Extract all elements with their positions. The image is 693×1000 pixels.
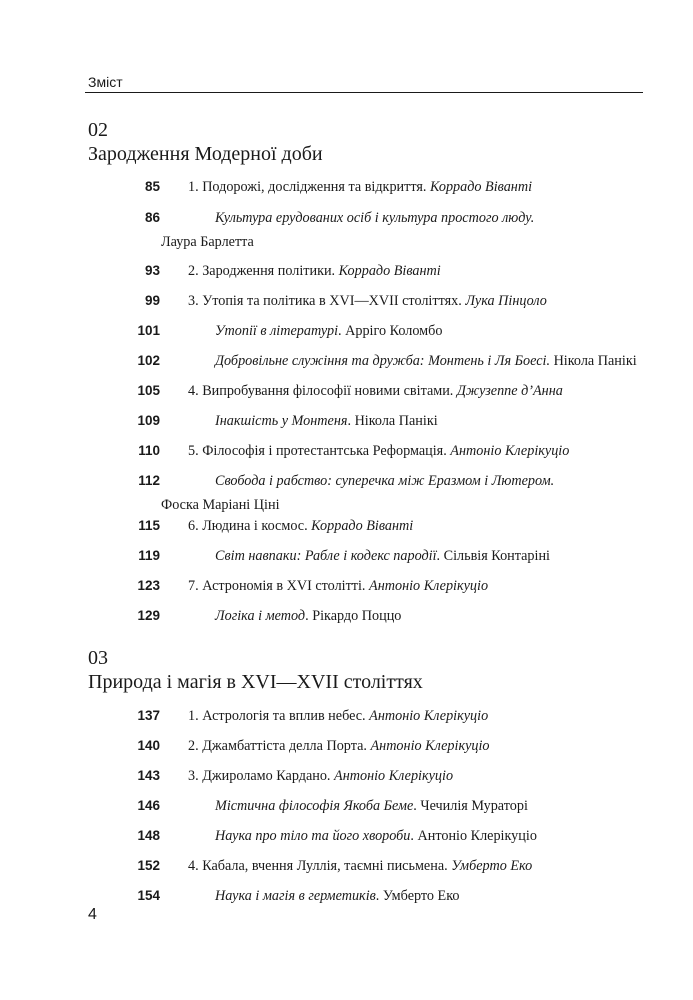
entry-prefix: 1. Подорожі, дослідження та відкриття. (188, 179, 430, 195)
entry-italic: Лука Пінцоло (465, 293, 547, 309)
page-number: 146 (137, 798, 160, 813)
section-number: 02 (88, 119, 108, 141)
entry-italic: Наука про тіло та його хвороби (215, 828, 411, 844)
page-number: 137 (137, 708, 160, 723)
entry-prefix: 3. Утопія та політика в XVI—XVII століттях. (188, 293, 466, 309)
page-folio: 4 (88, 906, 97, 923)
entry-suffix: . Чечилія Мураторі (413, 798, 528, 814)
page-number: 86 (144, 210, 160, 225)
entry-suffix: Фоска Маріані Ціні (161, 497, 280, 513)
page-number: 148 (137, 828, 160, 843)
entry-text (188, 604, 658, 628)
page-number: 101 (137, 323, 160, 338)
entry-italic: Джузеппе д’Анна (456, 383, 563, 399)
running-head: Зміст (88, 74, 123, 90)
entry-text (188, 764, 658, 788)
entry-suffix: . Сільвія Контаріні (436, 548, 550, 564)
page-number: 110 (138, 443, 160, 458)
entry-text (188, 349, 658, 373)
section-number: 03 (88, 647, 108, 669)
entry-italic: Світ навпаки: Рабле і кодекс пародії (215, 548, 437, 564)
entry-italic: Антоніо Клерікуціо (369, 578, 489, 594)
entry-italic: Антоніо Клерікуціо (369, 708, 489, 724)
page-number: 154 (137, 888, 160, 903)
entry-prefix: 7. Астрономія в XVI столітті. (188, 578, 370, 594)
entry-text (188, 824, 658, 848)
entry-italic: Свобода і рабство: суперечка між Еразмом і Лютером. (215, 473, 555, 489)
entry-text (188, 319, 658, 343)
entry-text (188, 439, 658, 463)
entry-prefix: 2. Джамбаттіста делла Порта. (188, 738, 371, 754)
entry-italic: Коррадо Віванті (429, 179, 533, 195)
entry-text (161, 469, 658, 517)
entry-suffix: Лаура Барлетта (161, 234, 254, 250)
page-number: 115 (138, 518, 160, 533)
entry-prefix: 4. Випробування філософії новими світами. (188, 383, 457, 399)
page-number: 119 (138, 548, 160, 563)
page-number: 102 (137, 353, 160, 368)
entry-italic: Містична філософія Якоба Беме (215, 798, 414, 814)
entry-italic: Добровільне служіння та дружба: Монтень і Ля Боесі. (215, 353, 551, 369)
entry-text (188, 854, 658, 878)
page-number: 105 (137, 383, 160, 398)
entry-suffix: . Антоніо Клерікуціо (410, 828, 537, 844)
entry-text (188, 544, 658, 568)
entry-text (188, 514, 658, 538)
entry-suffix: . Арріго Коломбо (338, 323, 443, 339)
entry-italic: Умберто Еко (451, 858, 533, 874)
entry-suffix: . Рікардо Поццо (305, 608, 402, 624)
entry-prefix: 2. Зародження політики. (188, 263, 339, 279)
entry-text (161, 206, 658, 254)
section-02 (88, 118, 323, 166)
entry-text (188, 289, 658, 313)
entry-text (188, 704, 658, 728)
page-number: 112 (138, 473, 160, 488)
page-number: 143 (137, 768, 160, 783)
page-number: 85 (144, 179, 160, 194)
entry-prefix: 4. Кабала, вчення Луллія, таємні письмена. (188, 858, 452, 874)
entry-italic: Логіка і метод (215, 608, 306, 624)
section-03 (88, 646, 423, 694)
section-title: Природа і магія в XVI—XVII століттях (88, 671, 423, 693)
entry-italic: Утопії в літературі (215, 323, 339, 339)
entry-text (188, 574, 658, 598)
entry-text (188, 175, 658, 199)
entry-italic: Антоніо Клерікуціо (450, 443, 570, 459)
entry-italic: Антоніо Клерікуціо (334, 768, 454, 784)
entry-prefix: 3. Джироламо Кардано. (188, 768, 335, 784)
entry-italic: Антоніо Клерікуціо (370, 738, 490, 754)
entry-suffix: . Умберто Еко (375, 888, 460, 904)
page-number: 93 (144, 263, 160, 278)
header-rule (85, 92, 643, 93)
entry-text (188, 379, 658, 403)
entry-text (188, 409, 658, 433)
entry-italic: Наука і магія в герметиків (215, 888, 376, 904)
entry-italic: Культура ерудованих осіб і культура простого люду. (215, 210, 535, 226)
entry-text (188, 259, 658, 283)
entry-suffix: . Нікола Панікі (347, 413, 438, 429)
entry-text (188, 884, 658, 908)
page-number: 109 (137, 413, 160, 428)
page-number: 99 (144, 293, 160, 308)
section-title: Зародження Модерної доби (88, 143, 323, 165)
page-number: 129 (137, 608, 160, 623)
entry-text (188, 734, 658, 758)
page-number: 123 (137, 578, 160, 593)
entry-prefix: 1. Астрологія та вплив небес. (188, 708, 370, 724)
entry-prefix: 6. Людина і космос. (188, 518, 312, 534)
entry-italic: Коррадо Віванті (338, 263, 441, 279)
entry-prefix: 5. Філософія і протестантська Реформація. (188, 443, 451, 459)
entry-text (188, 794, 658, 818)
page-number: 152 (137, 858, 160, 873)
entry-italic: Інакшість у Монтеня (215, 413, 348, 429)
entry-suffix: Нікола Панікі (550, 353, 637, 369)
entry-italic: Коррадо Віванті (311, 518, 414, 534)
page-number: 140 (137, 738, 160, 753)
